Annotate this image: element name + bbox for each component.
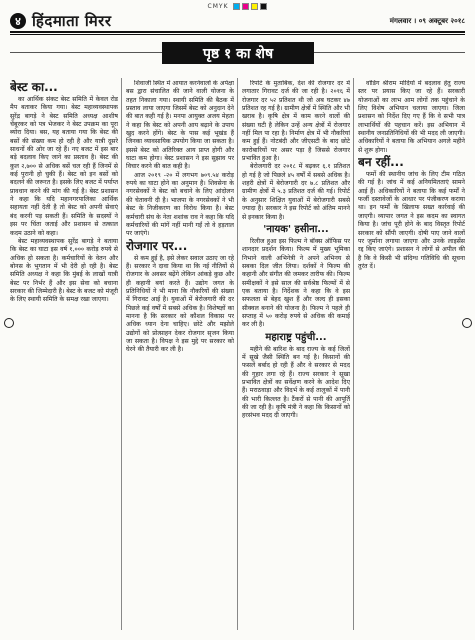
article-paragraph: वोडिंग श्रीराम मोदियों में बदलाव हेतु राज्य स्तर पर प्रयास किए जा रहे हैं। सरकारी योजनाओं का लाभ आम लोगों तक पहुंचाने के लिए विशेष अभियान चलाया जाएगा। जिला प्रशासन को निर्देश दिए गए हैं कि वे सभी पात्र लाभार्थियों की पहचान करें। इस अभियान में स्थानीय जनप्रतिनिधियों की भी मदद ली जाएगी। अधिकारियों ने बताया कि अभियान अगले महीने से शुरू होगा। [358, 80, 465, 154]
article-paragraph: महीने की बारिश के बाद राज्य के कई जिलों में सूखे जैसी स्थिति बन गई है। किसानों की फसलें बर्बाद हो रही हैं और वे सरकार से मदद की गुहार लगा रहे हैं। राज्य सरकार ने सूखा प्रभावित क्षेत्रों का सर्वेक्षण करने के आदेश दिए हैं। मराठवाड़ा और विदर्भ के कई तालुकों में पानी की भारी किल्लत है। टैंकरों से पानी की आपूर्ति की जा रही है। कृषि मंत्री ने कहा कि किसानों को हरसंभव मदद दी जाएगी। [242, 345, 350, 420]
column-3 [242, 80, 350, 628]
paper-name: हिंदमाता मिरर [32, 12, 112, 30]
headline-maharashtra: महाराष्ट्र पहुंची... [265, 331, 327, 343]
page-banner: पृष्ठ १ का शेष [162, 42, 314, 64]
column-4 [358, 80, 465, 628]
magenta-swatch [242, 3, 249, 10]
headline-ban-rahi: बन रहीं... [358, 155, 404, 170]
black-swatch [260, 3, 267, 10]
masthead [10, 12, 465, 30]
column-divider [121, 78, 122, 630]
page-number: ४ [10, 13, 26, 29]
masthead-rule [10, 31, 465, 33]
headline-rozgar: रोजगार पर... [126, 238, 188, 253]
registration-mark [4, 318, 14, 328]
article-paragraph: से कम हुई है, इसे लेकर सवाल उठाए जा रहे हैं। सरकार ने दावा किया था कि नई नीतियों से रोजगार के अवसर बढ़ेंगे लेकिन आंकड़े कुछ और ही कहानी बयां करते हैं। उद्योग जगत के प्रतिनिधियों ने भी माना कि नौकरियों की संख्या में गिरावट आई है। युवाओं में बेरोजगारी की दर पिछले कई वर्षों में सबसे अधिक है। विशेषज्ञों का मानना है कि सरकार को कौशल विकास पर अधिक ध्यान देना चाहिए। छोटे और मझोले उद्योगों को प्रोत्साहन देकर रोजगार सृजन किया जा सकता है। विपक्ष ने इस मुद्दे पर सरकार को घेरने की तैयारी कर ली है। [126, 254, 234, 354]
column-2 [126, 80, 234, 628]
article-paragraph: बेरोजगारी दर २०१८ में बढ़कर ६.१ प्रतिशत हो गई है जो पिछले ४५ वर्षों में सबसे अधिक है। शहरी क्षेत्रों में बेरोजगारी दर ७.८ प्रतिशत और ग्रामीण क्षेत्रों में ५.३ प्रतिशत दर्ज की गई। रिपोर्ट के अनुसार शिक्षित युवाओं में बेरोजगारी सबसे ज्यादा है। सरकार ने इस रिपोर्ट को अंतिम मानने से इनकार किया है। [242, 163, 350, 221]
cyan-swatch [233, 3, 240, 10]
yellow-swatch [251, 3, 258, 10]
article-paragraph: का आर्थिक संकट बेस्ट समिति में केवल रोड मैप बताकर किया गया। बेस्ट महाव्यवस्थापक सुरेंद्र बागड़े ने बेस्ट समिति अध्यक्ष आशीष चेंबूरकर को पत्र भेजकर ने बेस्ट उपक्रम का पूरा ब्योरा दिया। बस, यह बताया गया कि बेस्ट की बसों की संख्या कम हो रही है और यात्री दूसरे साधनों की ओर जा रहे हैं। नए बजट में इस बार बड़े बदलाव किए जाने का प्रस्ताव है। बेस्ट की कुल २,७०० से अधिक बसें चल रही हैं जिनमें से कई पुरानी हो चुकी हैं। बेस्ट को इन बसों को बदलने की जरूरत है। इसके लिए बजट में पर्याप्त प्रावधान करने की मांग की गई है। बेस्ट प्रशासन ने कहा कि यदि महानगरपालिका आर्थिक सहायता नहीं देती है तो बेस्ट को अपनी सेवाएं बंद करनी पड़ सकती हैं। समिति के सदस्यों ने इस पर चिंता जताई और प्रशासन से तत्काल कदम उठाने को कहा। [10, 96, 118, 237]
article-paragraph: आज २०१९ -२० में लगभग ७०९.५४ करोड़ रुपये का घाटा होने का अनुमान है। शिवसेना के नगरसेवकों ने बेस्ट को बचाने के लिए आंदोलन की चेतावनी दी है। भाजपा के नगरसेवकों ने भी बेस्ट के निजीकरण का विरोध किया है। बेस्ट कर्मचारी संघ के नेता शशांक राव ने कहा कि यदि कर्मचारियों की मांगें नहीं मानी गईं तो वे हड़ताल पर जाएंगे। [126, 171, 234, 238]
column-divider [237, 78, 238, 630]
headline-best: बेस्ट का... [10, 80, 58, 94]
article-paragraph: रिपोर्ट के मुताबिक, देश की रोजगार दर में लगातार गिरावट दर्ज की जा रही है। २०१६ में रोजगार दर ५२ प्रतिशत थी जो अब घटकर ४७ प्रतिशत रह गई है। ग्रामीण क्षेत्रों में स्थिति और भी खराब है। कृषि क्षेत्र में काम करने वालों की संख्या घटी है लेकिन उन्हें अन्य क्षेत्रों में रोजगार नहीं मिल पा रहा है। निर्माण क्षेत्र में भी नौकरियां कम हुई हैं। नोटबंदी और जीएसटी के बाद छोटे कारोबारियों पर असर पड़ा है जिससे रोजगार प्रभावित हुआ है। [242, 80, 350, 163]
article-paragraph: शिवाजी स्थित में आयात करनेवालों के अपेक्षा बस द्वारा संचालित की जाने वाली योजना के तहत निकाला गया। स्थायी समिति की बैठक में प्रस्ताव लाया जाएगा जिसमें बेस्ट को अनुदान देने की बात कही गई है। मनपा आयुक्त अजय मेहता ने कहा कि बेस्ट को अपनी आय बढ़ाने के उपाय खुद करने होंगे। बेस्ट के पास कई भूखंड हैं जिनका व्यावसायिक उपयोग किया जा सकता है। इससे बेस्ट को अतिरिक्त आय प्राप्त होगी और घाटा कम होगा। बेस्ट प्रशासन ने इस सुझाव पर विचार करने की बात कही है। [126, 80, 234, 171]
masthead-rule-thin [10, 34, 465, 35]
registration-mark [462, 318, 472, 328]
article-paragraph: फर्मो की स्थानीय जांच के लिए टीम गठित की गई है। जांच में कई अनियमितताएं सामने आई हैं। अधिकारियों ने बताया कि कई फर्मों ने फर्जी दस्तावेजों के आधार पर पंजीकरण कराया था। इन फर्मों के खिलाफ सख्त कार्रवाई की जाएगी। व्यापार जगत ने इस कदम का स्वागत किया है। जांच पूरी होने के बाद विस्तृत रिपोर्ट सरकार को सौंपी जाएगी। दोषी पाए जाने वालों पर जुर्माना लगाया जाएगा और उनके लाइसेंस रद्द किए जाएंगे। प्रशासन ने लोगों से अपील की है कि वे किसी भी संदिग्ध गतिविधि की सूचना तुरंत दें। [358, 171, 465, 270]
article-paragraph: रिलीज हुआ इस फिल्म ने बॉक्स ऑफिस पर शानदार प्रदर्शन किया। फिल्म में मुख्य भूमिका निभाने वाली अभिनेत्री ने अपने अभिनय से सबका दिल जीत लिया। दर्शकों ने फिल्म की कहानी और संगीत की जमकर तारीफ की। फिल्म समीक्षकों ने इसे साल की सर्वश्रेष्ठ फिल्मों में से एक बताया है। निर्देशक ने कहा कि वे इस सफलता से बेहद खुश हैं और जल्द ही इसका सीक्वल बनाने की योजना है। फिल्म ने पहले ही सप्ताह में ५० करोड़ रुपये से अधिक की कमाई कर ली है। [242, 237, 350, 329]
cmyk-marker: CMYK [0, 3, 475, 10]
column-divider [353, 78, 354, 630]
column-1 [10, 80, 118, 628]
article-paragraph: बेस्ट महाव्यवस्थापक सुरेंद्र बागड़े ने बताया कि बेस्ट का घाटा इस वर्ष १,००० करोड़ रुपये से अधिक हो सकता है। कर्मचारियों के वेतन और बोनस के भुगतान में भी देरी हो रही है। बेस्ट समिति अध्यक्ष ने कहा कि मुंबई के लाखों यात्री बेस्ट पर निर्भर हैं और इस सेवा को बचाना सरकार की जिम्मेदारी है। बेस्ट के बजट को मंजूरी के लिए स्थायी समिति के समक्ष रखा जाएगा। [10, 237, 118, 304]
headline-nayak: 'नायक' हसीना... [263, 223, 329, 235]
dateline: मंगलवार । ०९ अक्टूबर २०१८ [389, 16, 465, 25]
